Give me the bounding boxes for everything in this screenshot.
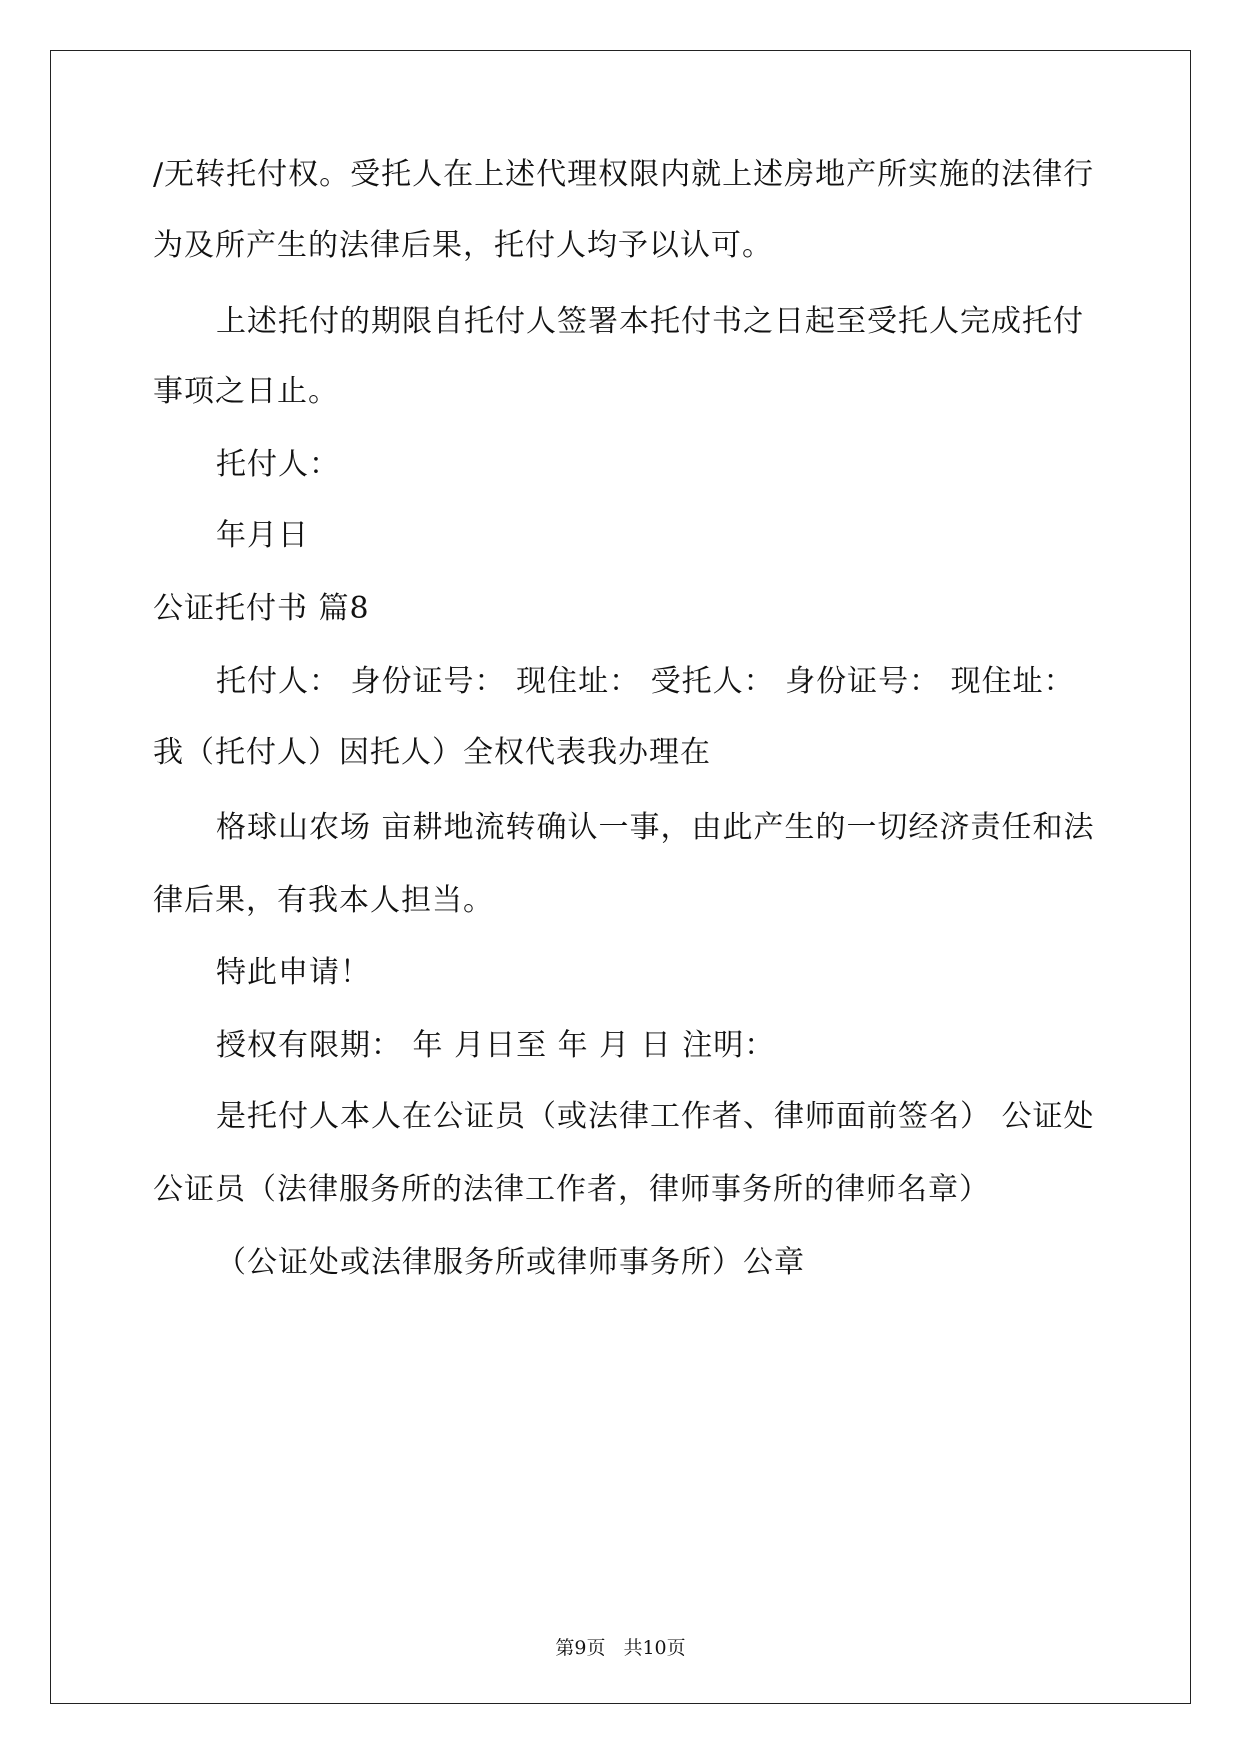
page-frame xyxy=(50,50,1191,1704)
party-fields-line: 托付人： 身份证号： 现住址： 受托人： 身份证号： 现住址： xyxy=(216,664,1075,699)
body-line-2: 为及所产生的法律后果，托付人均予以认可。 xyxy=(153,228,773,263)
signatory-label: 托付人： xyxy=(216,447,340,482)
body-line-4: 事项之日止。 xyxy=(153,374,339,409)
body-line-10: 格球山农场 亩耕地流转确认一事，由此产生的一切经济责任和法 xyxy=(216,810,1095,845)
page-number: 第9页 xyxy=(555,1637,606,1659)
section-heading: 公证托付书 篇8 xyxy=(153,591,370,626)
body-line-11: 律后果，有我本人担当。 xyxy=(153,883,494,918)
notary-signature-line: 是托付人本人在公证员（或法律工作者、律师面前签名） 公证处 xyxy=(216,1099,1095,1134)
application-line: 特此申请！ xyxy=(216,955,371,990)
body-line-1: /无转托付权。受托人在上述代理权限内就上述房地产所实施的法律行 xyxy=(153,157,1095,192)
page-total: 共10页 xyxy=(623,1637,686,1659)
page-footer xyxy=(0,1636,1241,1660)
notary-officer-line: 公证员（法律服务所的法律工作者，律师事务所的律师名章） xyxy=(153,1172,990,1207)
official-seal-line: （公证处或法律服务所或律师事务所）公章 xyxy=(216,1245,805,1280)
body-line-3: 上述托付的期限自托付人签署本托付书之日起至受托人完成托付 xyxy=(216,304,1084,339)
body-line-9: 我（托付人）因托人）全权代表我办理在 xyxy=(153,735,711,770)
authorization-period-line: 授权有限期： 年 月日至 年 月 日 注明： xyxy=(216,1028,776,1063)
date-line: 年月日 xyxy=(216,518,309,553)
